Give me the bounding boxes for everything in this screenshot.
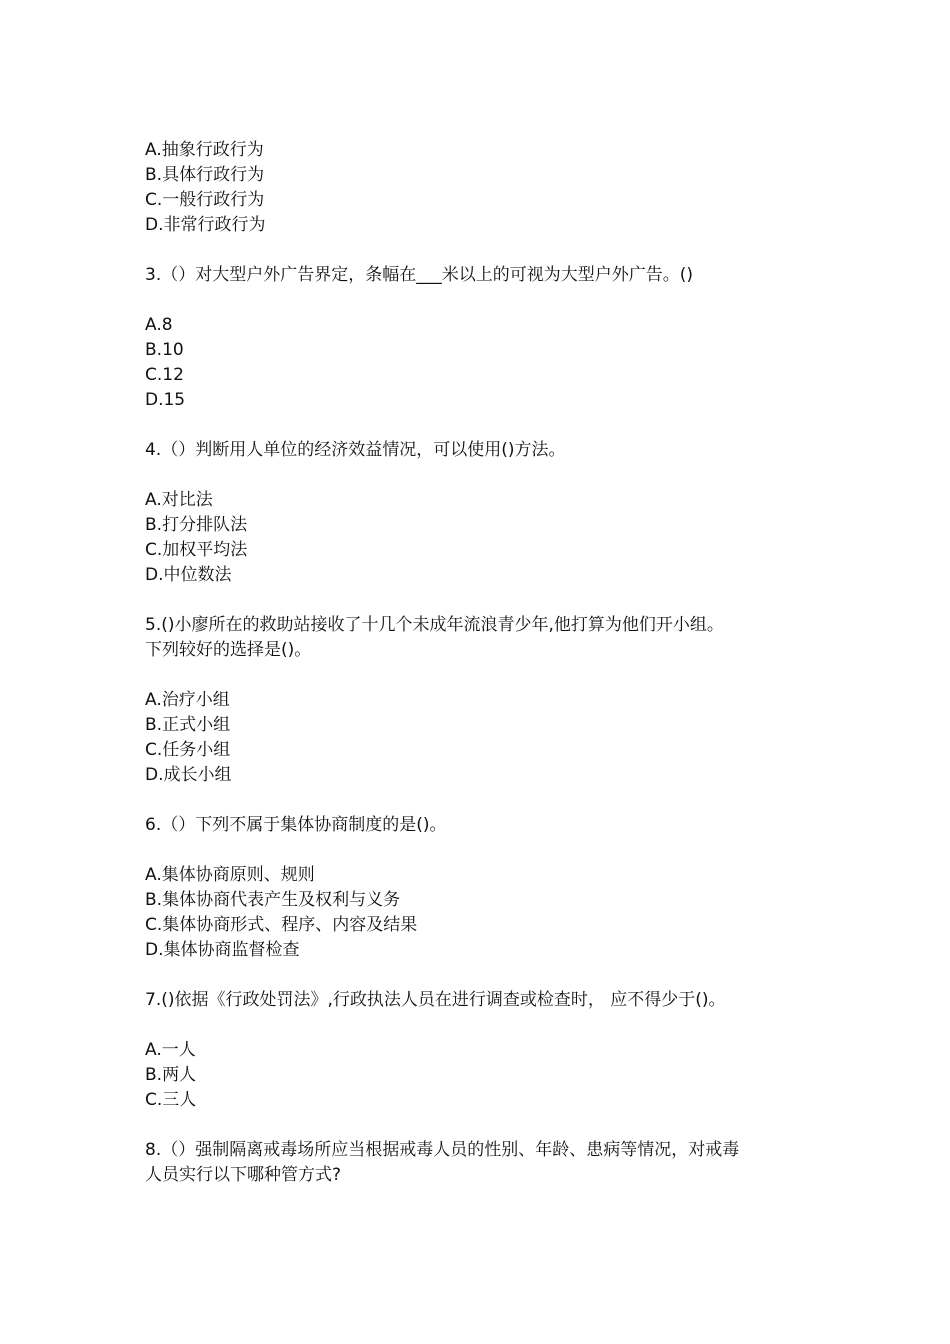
option-q2-c: C.一般行政行为 (145, 190, 265, 210)
option-q3-a: A.8 (145, 315, 173, 335)
spacer (145, 1013, 815, 1038)
question-5-stem-line-1: 5.()小廖所在的救助站接收了十几个未成年流浪青少年,他打算为他们开小组。 (145, 615, 724, 635)
option-q6-a: A.集体协商原则、规则 (145, 865, 315, 885)
option-q7-b: B.两人 (145, 1065, 197, 1085)
spacer (145, 788, 815, 813)
option-q3-b: B.10 (145, 340, 184, 360)
page-content (145, 138, 815, 1188)
option-q4-b: B.打分排队法 (145, 515, 248, 535)
option-q4-c: C.加权平均法 (145, 540, 248, 560)
option-q7-c: C.三人 (145, 1090, 197, 1110)
spacer (145, 1113, 815, 1138)
option-q6-c: C.集体协商形式、程序、内容及结果 (145, 915, 418, 935)
option-q2-a: A.抽象行政行为 (145, 140, 264, 160)
spacer (145, 663, 815, 688)
question-5-stem-line-2: 下列较好的选择是()。 (145, 640, 312, 660)
option-q3-d: D.15 (145, 390, 186, 410)
option-q5-a: A.治疗小组 (145, 690, 230, 710)
spacer (145, 238, 815, 263)
spacer (145, 413, 815, 438)
question-8-stem-line-2: 人员实行以下哪种管方式? (145, 1165, 342, 1185)
question-4-stem: 4.（）判断用人单位的经济效益情况，可以使用()方法。 (145, 440, 566, 460)
option-q2-d: D.非常行政行为 (145, 215, 266, 235)
option-q4-d: D.中位数法 (145, 565, 232, 585)
question-6-stem: 6.（）下列不属于集体协商制度的是()。 (145, 815, 447, 835)
option-q5-d: D.成长小组 (145, 765, 232, 785)
spacer (145, 288, 815, 313)
option-q2-b: B.具体行政行为 (145, 165, 265, 185)
option-q7-a: A.一人 (145, 1040, 196, 1060)
spacer (145, 963, 815, 988)
spacer (145, 463, 815, 488)
option-q5-b: B.正式小组 (145, 715, 231, 735)
option-q6-d: D.集体协商监督检查 (145, 940, 300, 960)
question-7-stem: 7.()依据《行政处罚法》,行政执法人员在进行调查或检查时， 应不得少于()。 (145, 990, 726, 1010)
option-q5-c: C.任务小组 (145, 740, 231, 760)
option-q4-a: A.对比法 (145, 490, 213, 510)
spacer (145, 838, 815, 863)
option-q6-b: B.集体协商代表产生及权利与义务 (145, 890, 401, 910)
question-8-stem-line-1: 8.（）强制隔离戒毒场所应当根据戒毒人员的性别、年龄、患病等情况，对戒毒 (145, 1140, 740, 1160)
question-3-stem: 3.（）对大型户外广告界定，条幅在___米以上的可视为大型户外广告。() (145, 265, 693, 285)
option-q3-c: C.12 (145, 365, 184, 385)
spacer (145, 588, 815, 613)
